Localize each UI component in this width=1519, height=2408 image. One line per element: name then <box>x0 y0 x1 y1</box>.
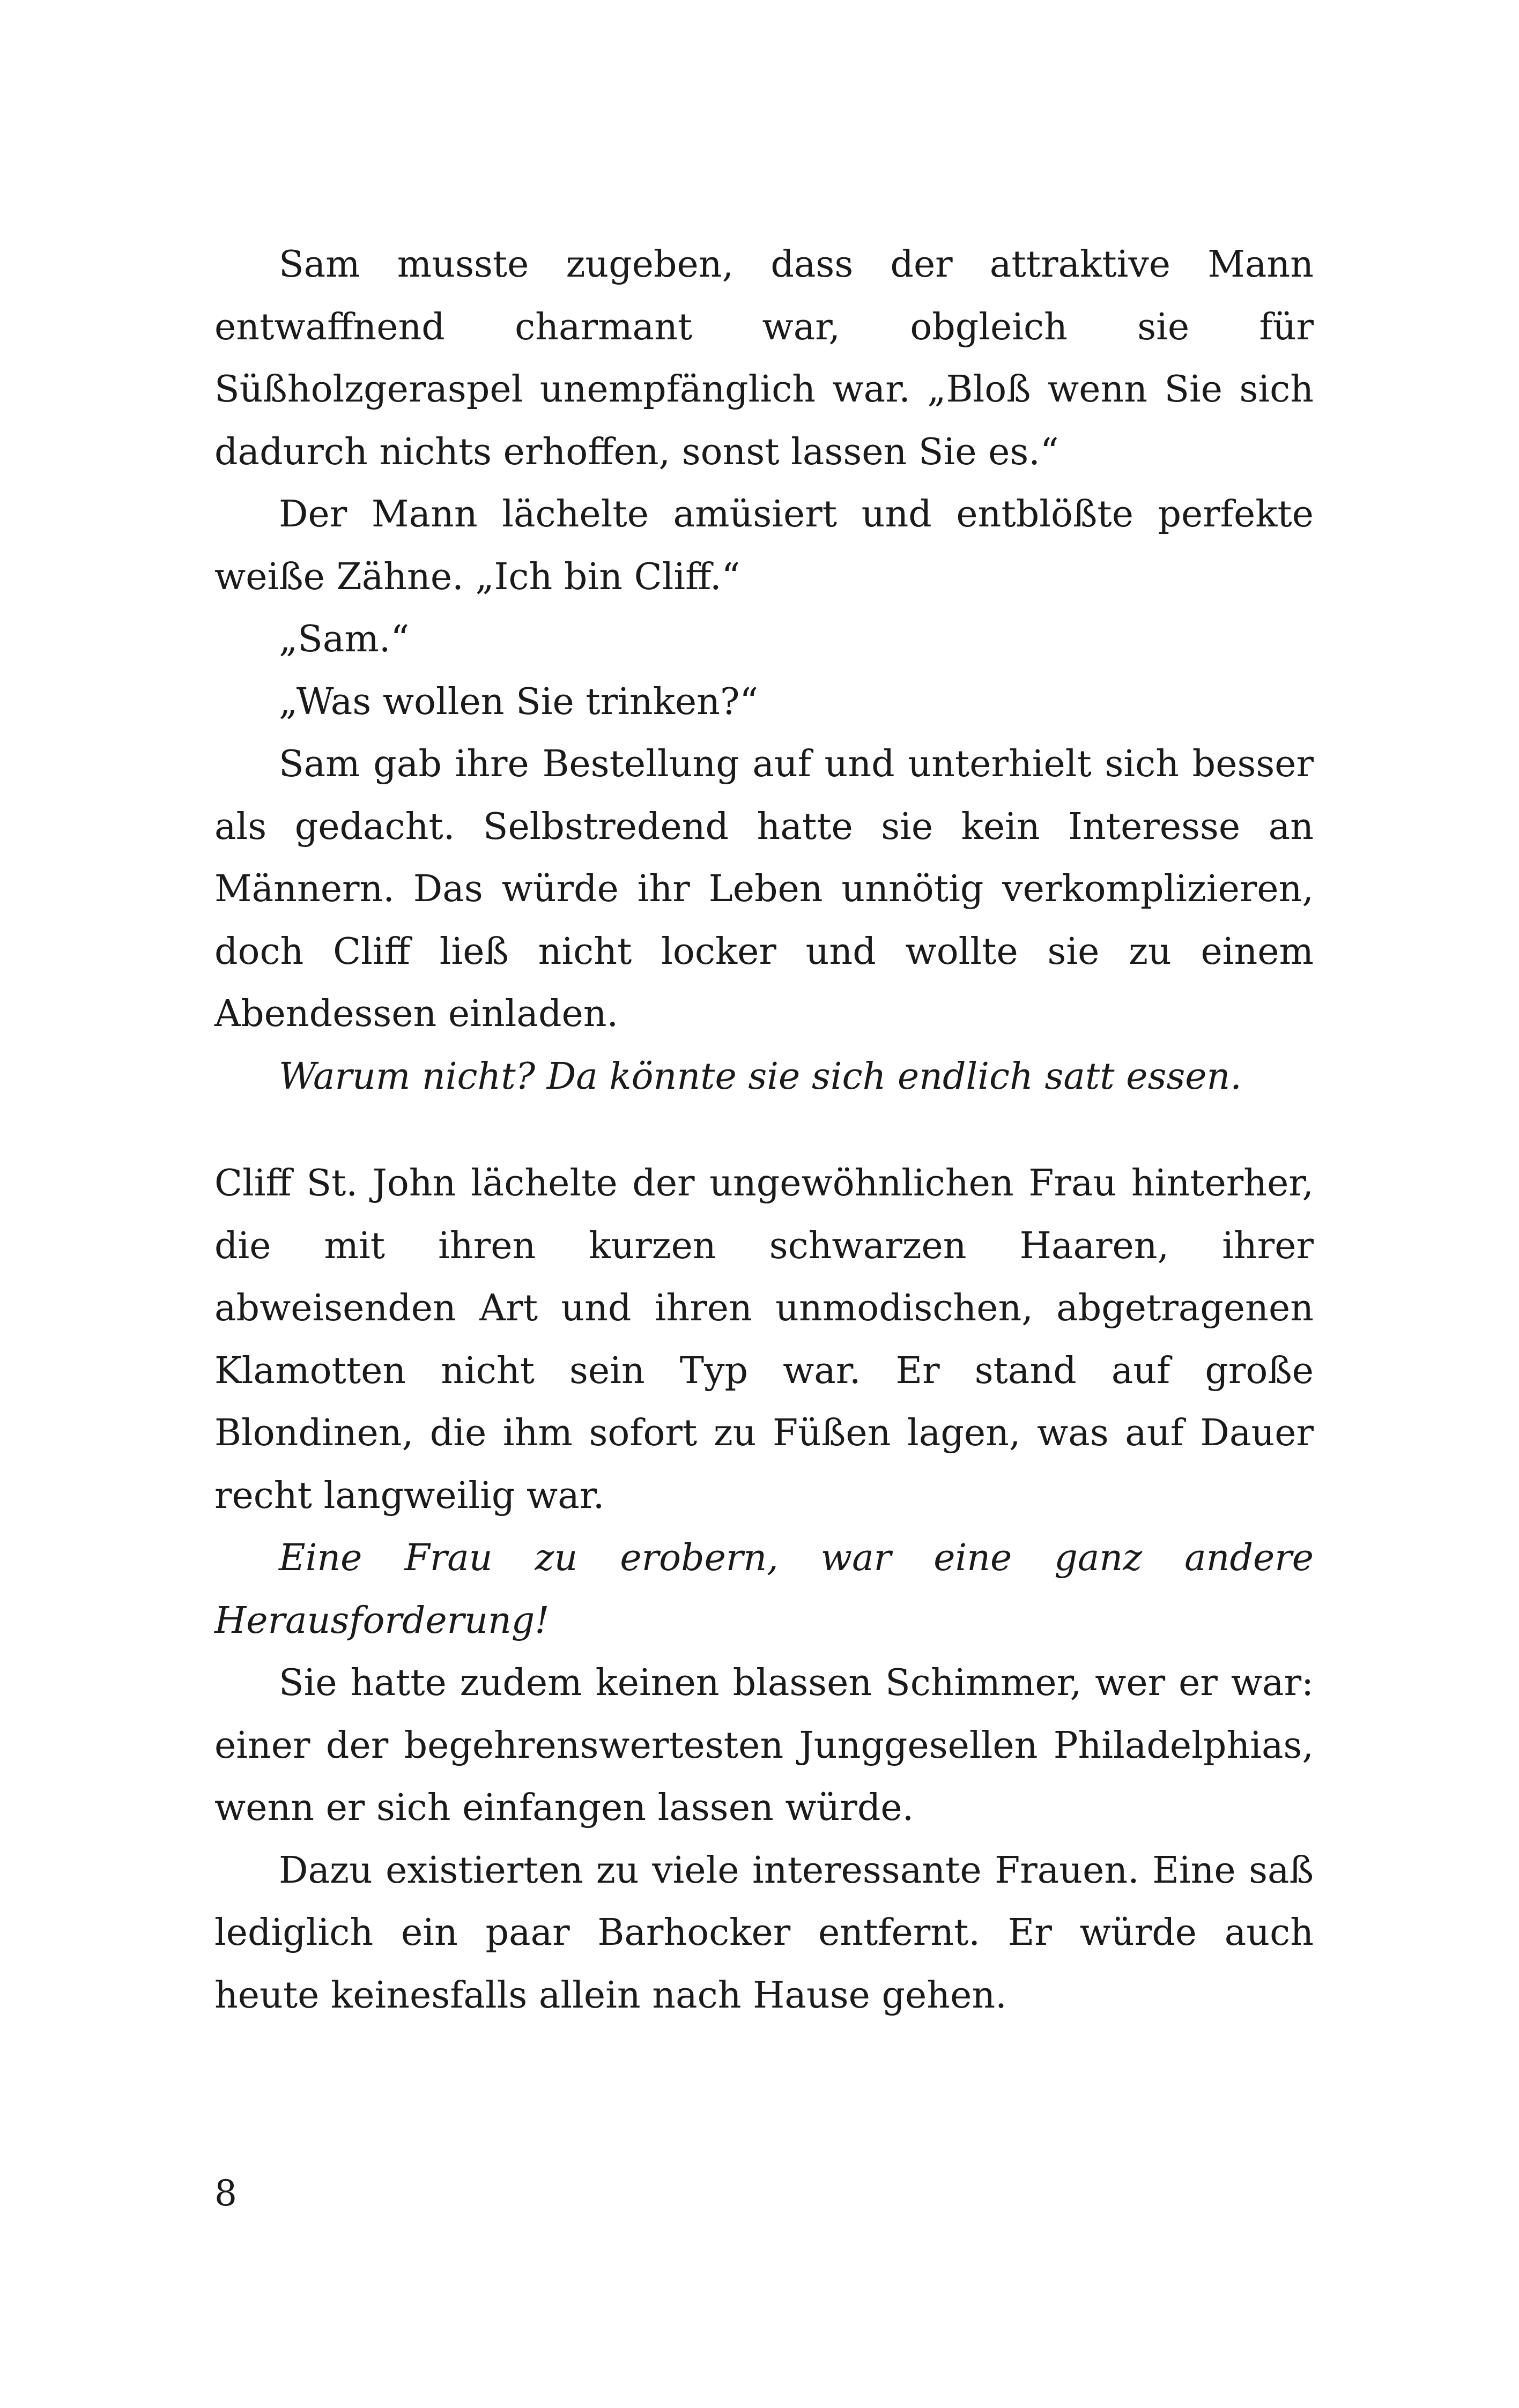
page-number: 8 <box>214 2173 237 2214</box>
paragraph-dialogue: „Sam.“ <box>279 618 410 660</box>
paragraph: Dazu existierten zu viele interessante Frauen. Eine saß lediglich ein paar Barhocker entfernt. Er würde auch heute keinesfalls allein nach Hause gehen. <box>214 1849 1314 2017</box>
paragraph: Der Mann lächelte amüsiert und entblößte perfekte weiße Zähne. „Ich bin Cliff.“ <box>214 493 1314 598</box>
paragraph-section-start: Cliff St. John lächelte der ungewöhnlichen Frau hinterher, die mit ihren kurzen schwarzen Haaren, ihrer abweisenden Art und ihren unmodischen, abgetragenen Klamotten nicht sein Typ war. Er stand auf große Blondinen, die ihm sofort zu Füßen lagen, was auf Dauer recht langweilig war. <box>214 1162 1314 1517</box>
paragraph: Sie hatte zudem keinen blassen Schimmer, wer er war: einer der begehrenswertesten Junggesellen Philadelphias, wenn er sich einfangen lassen würde. <box>214 1662 1314 1829</box>
text-section-two <box>214 1153 1314 2027</box>
paragraph-italic-thought: Eine Frau zu erobern, war eine ganz andere Herausforderung! <box>214 1537 1314 1642</box>
paragraph-dialogue: „Was wollen Sie trinken?“ <box>279 680 759 723</box>
paragraph: Sam musste zugeben, dass der attraktive Mann entwaffnend charmant war, obgleich sie für Süßholzgeraspel unempfänglich war. „Bloß wenn Sie sich dadurch nichts erhoffen, sonst lassen Sie es.“ <box>214 243 1314 473</box>
paragraph: Sam gab ihre Bestellung auf und unterhielt sich besser als gedacht. Selbstredend hatte sie kein Interesse an Männern. Das würde ihr Leben unnötig verkomplizieren, doch Cliff ließ nicht locker und wollte sie zu einem Abendessen einladen. <box>214 743 1314 1035</box>
text-section-one <box>214 234 1314 1108</box>
paragraph-italic-thought: Warum nicht? Da könnte sie sich endlich satt essen. <box>279 1055 1242 1098</box>
